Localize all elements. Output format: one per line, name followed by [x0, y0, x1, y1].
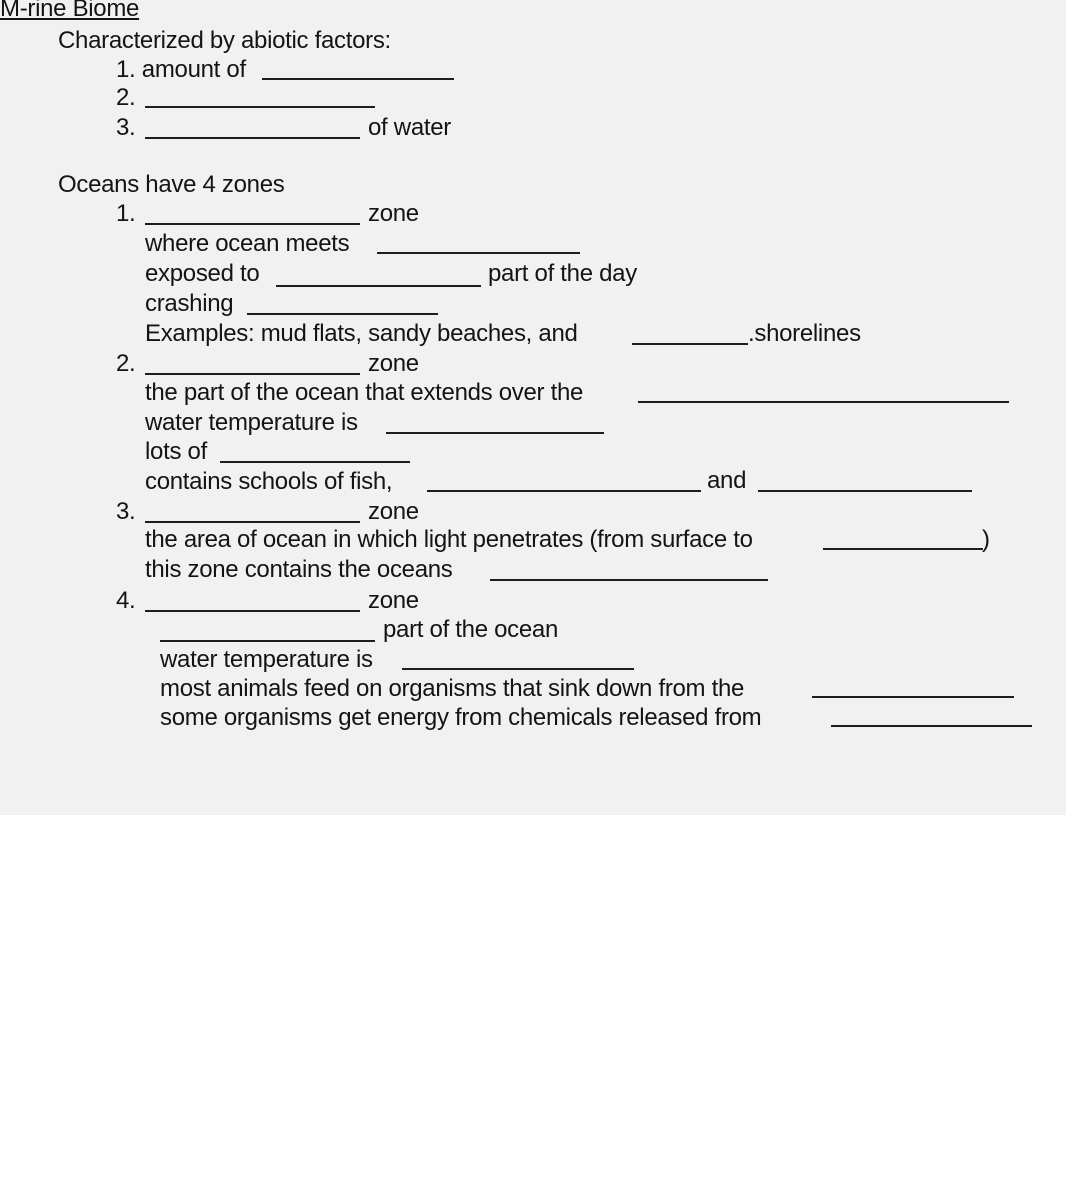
abiotic-heading: Characterized by abiotic factors: [58, 27, 391, 54]
zone-4-line-1: part of the ocean [383, 616, 559, 643]
zone-2-line-2: water temperature is [145, 409, 358, 436]
zone-3-line-1b: ) [982, 526, 990, 553]
zone-4-line-2-blank[interactable] [402, 668, 634, 670]
zone-2-line-3: lots of [145, 438, 207, 465]
worksheet-title: M-rine Biome [0, 0, 140, 22]
zone-1-line-2-blank[interactable] [276, 285, 481, 287]
zone-3-label: zone [368, 498, 419, 525]
zone-1-number: 1. [116, 200, 136, 227]
zone-4-line-4: some organisms get energy from chemicals released from [160, 704, 762, 731]
zone-3-line-1a: the area of ocean in which light penetrates (from surface to [145, 526, 753, 553]
abiotic-item-1-blank[interactable] [262, 78, 454, 80]
zone-1-line-1: where ocean meets [145, 230, 350, 257]
zone-1-line-4-blank[interactable] [632, 343, 748, 345]
zone-1-line-3: crashing [145, 290, 234, 317]
zone-4-line-4-blank[interactable] [831, 725, 1032, 727]
zone-3-line-1-blank[interactable] [823, 548, 983, 550]
zone-3-line-2: this zone contains the oceans [145, 556, 453, 583]
zone-4-label: zone [368, 587, 419, 614]
zone-2-number: 2. [116, 350, 136, 377]
zone-2-line-1: the part of the ocean that extends over the [145, 379, 584, 406]
zone-3-number: 3. [116, 498, 136, 525]
zone-1-label: zone [368, 200, 419, 227]
zone-2-line-4-blank-1[interactable] [427, 490, 701, 492]
zone-1-line-2b: part of the day [488, 260, 637, 287]
zone-2-line-2-blank[interactable] [386, 432, 604, 434]
abiotic-item-3-blank[interactable] [145, 137, 360, 139]
abiotic-item-2-blank[interactable] [145, 106, 375, 108]
zone-4-line-2: water temperature is [160, 646, 373, 673]
zone-1-name-blank[interactable] [145, 223, 360, 225]
zone-1-line-3-blank[interactable] [247, 313, 438, 315]
zone-4-line-3: most animals feed on organisms that sink down from the [160, 675, 745, 702]
zone-3-line-2-blank[interactable] [490, 579, 768, 581]
zone-3-name-blank[interactable] [145, 521, 360, 523]
zone-2-line-1-blank[interactable] [638, 401, 1009, 403]
zone-4-number: 4. [116, 587, 136, 614]
zones-heading: Oceans have 4 zones [58, 171, 285, 198]
zone-2-line-4a: contains schools of fish, [145, 468, 393, 495]
abiotic-item-3-number: 3. [116, 114, 136, 141]
zone-4-name-blank[interactable] [145, 610, 360, 612]
zone-2-name-blank[interactable] [145, 373, 360, 375]
zone-1-line-1-blank[interactable] [377, 252, 580, 254]
zone-4-line-3-blank[interactable] [812, 696, 1014, 698]
zone-1-line-4a: Examples: mud flats, sandy beaches, and [145, 320, 578, 347]
zone-2-line-4-blank-2[interactable] [758, 490, 972, 492]
abiotic-item-2-number: 2. [116, 84, 136, 111]
abiotic-item-1-label: 1. amount of [116, 56, 246, 83]
zone-4-line-1-blank[interactable] [160, 640, 375, 642]
zone-1-line-4b: .shorelines [748, 320, 861, 347]
zone-2-line-4b: and [707, 467, 747, 494]
abiotic-item-3-suffix: of water [368, 114, 451, 141]
zone-2-label: zone [368, 350, 419, 377]
zone-2-line-3-blank[interactable] [220, 461, 410, 463]
zone-1-line-2a: exposed to [145, 260, 260, 287]
